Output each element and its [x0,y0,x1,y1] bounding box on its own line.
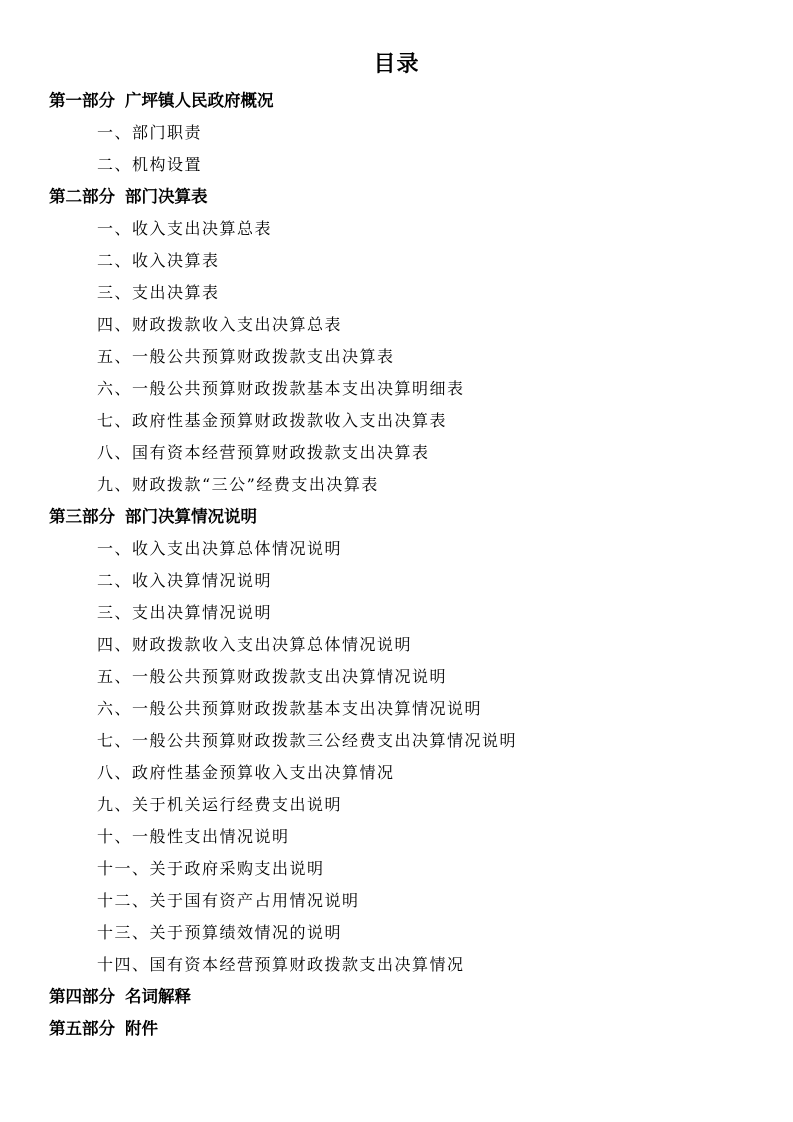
toc-item-label: 一、收入支出决算总表 [97,219,273,238]
toc-part-number: 第五部分 [49,1019,115,1038]
toc-item-label: 六、一般公共预算财政拨款基本支出决算明细表 [97,379,465,398]
toc-item [0,757,793,789]
toc-item-label: 十四、国有资本经营预算财政拨款支出决算情况 [97,955,465,974]
toc-item-label: 八、政府性基金预算收入支出决算情况 [97,763,395,782]
toc-item-label: 八、国有资本经营预算财政拨款支出决算表 [97,443,430,462]
toc-part-heading [0,85,793,117]
toc-item [0,341,793,373]
toc-item [0,213,793,245]
toc-part-number: 第三部分 [49,507,115,526]
toc-part-heading [0,501,793,533]
toc-part-heading [0,181,793,213]
toc-item-label: 五、一般公共预算财政拨款支出决算情况说明 [97,667,448,686]
toc-item [0,469,793,501]
toc-item-label: 五、一般公共预算财政拨款支出决算表 [97,347,395,366]
toc-item [0,821,793,853]
toc-item-label: 一、部门职责 [97,123,203,142]
toc-item [0,661,793,693]
toc-item [0,437,793,469]
toc-part-label: 附件 [125,1019,158,1038]
toc-item-label: 六、一般公共预算财政拨款基本支出决算情况说明 [97,699,483,718]
toc-item-label: 九、财政拨款“三公”经费支出决算表 [97,475,379,494]
toc-part-number: 第二部分 [49,187,115,206]
toc-item-label: 十三、关于预算绩效情况的说明 [97,923,343,942]
toc-part-number: 第四部分 [49,987,115,1006]
toc-item [0,597,793,629]
toc-part-label: 部门决算表 [125,187,208,206]
toc-part-label: 部门决算情况说明 [125,507,257,526]
toc-item [0,117,793,149]
toc-item [0,245,793,277]
toc-item [0,725,793,757]
toc-item-label: 九、关于机关运行经费支出说明 [97,795,343,814]
toc-item [0,693,793,725]
toc-item-label: 十二、关于国有资产占用情况说明 [97,891,360,910]
toc-part-heading [0,1013,793,1045]
toc-part-heading [0,981,793,1013]
toc-item [0,533,793,565]
toc-item-label: 二、收入决算情况说明 [97,571,273,590]
toc-item [0,885,793,917]
toc-item [0,565,793,597]
toc-item-label: 七、政府性基金预算财政拨款收入支出决算表 [97,411,448,430]
toc-item-label: 十一、关于政府采购支出说明 [97,859,325,878]
toc-item [0,629,793,661]
page-title: 目录 [373,52,420,77]
toc-item-label: 四、财政拨款收入支出决算总体情况说明 [97,635,413,654]
toc-item-label: 十、一般性支出情况说明 [97,827,290,846]
toc-part-label: 广坪镇人民政府概况 [125,91,274,110]
toc-item-label: 三、支出决算情况说明 [97,603,273,622]
toc-item [0,405,793,437]
toc-item-label: 四、财政拨款收入支出决算总表 [97,315,343,334]
toc-item-label: 一、收入支出决算总体情况说明 [97,539,343,558]
toc-item [0,373,793,405]
toc-item [0,277,793,309]
toc-item [0,949,793,981]
toc-item [0,789,793,821]
toc-item [0,309,793,341]
toc-item-label: 七、一般公共预算财政拨款三公经费支出决算情况说明 [97,731,518,750]
toc-item [0,149,793,181]
toc-item-label: 三、支出决算表 [97,283,220,302]
toc-part-label: 名词解释 [125,987,191,1006]
toc-part-number: 第一部分 [49,91,115,110]
toc-item [0,917,793,949]
toc-item-label: 二、收入决算表 [97,251,220,270]
table-of-contents [0,85,793,1045]
toc-item-label: 二、机构设置 [97,155,203,174]
toc-item [0,853,793,885]
